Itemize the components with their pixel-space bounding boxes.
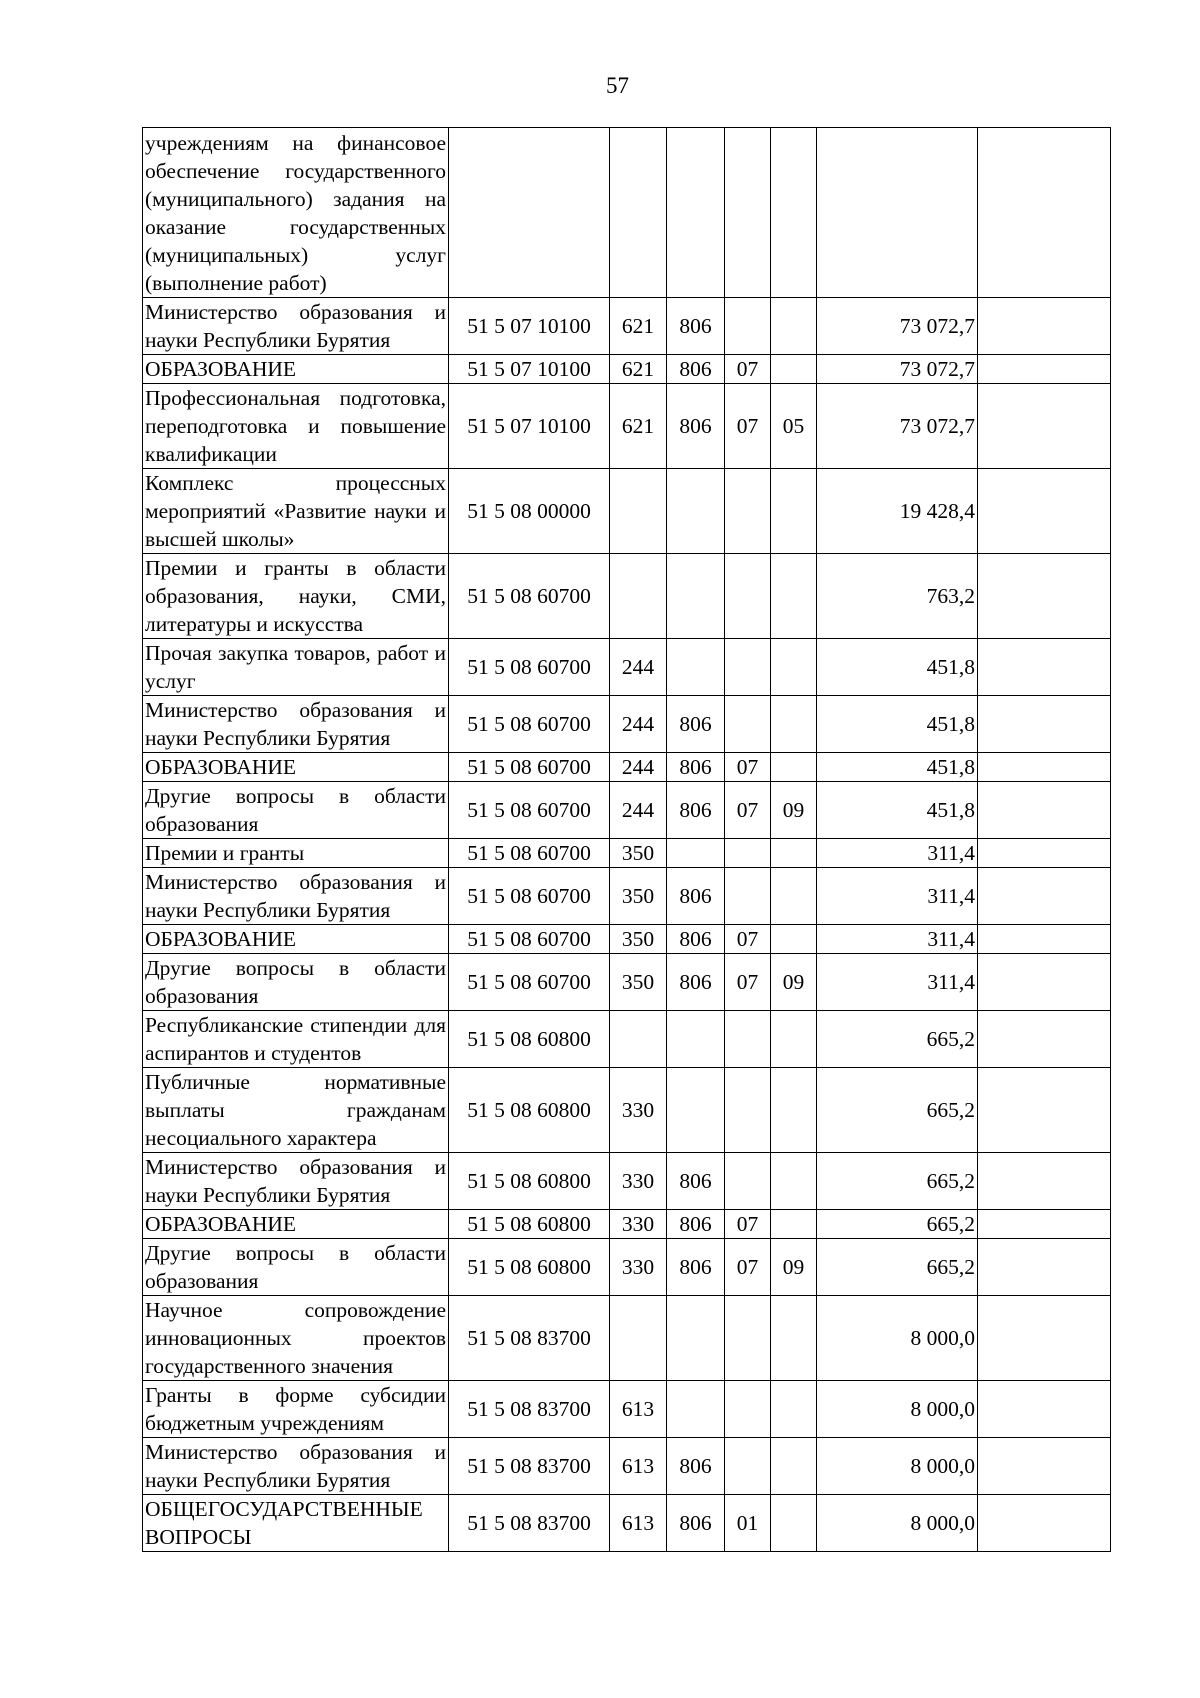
row-extra bbox=[978, 469, 1111, 554]
row-code: 51 5 08 83700 bbox=[449, 1495, 610, 1552]
row-code: 51 5 07 10100 bbox=[449, 298, 610, 355]
row-amount: 311,4 bbox=[817, 839, 978, 868]
row-subsection bbox=[771, 753, 817, 782]
row-description: ОБРАЗОВАНИЕ bbox=[143, 753, 449, 782]
table-row bbox=[143, 868, 1111, 925]
row-code: 51 5 08 60700 bbox=[449, 954, 610, 1011]
row-section bbox=[725, 1296, 771, 1381]
row-section bbox=[725, 554, 771, 639]
row-amount: 8 000,0 bbox=[817, 1296, 978, 1381]
row-section: 07 bbox=[725, 1210, 771, 1239]
row-expense-type: 613 bbox=[610, 1438, 667, 1495]
row-extra bbox=[978, 554, 1111, 639]
row-description: Премии и гранты в области образования, науки, СМИ, литературы и искусства bbox=[143, 554, 449, 639]
row-department: 806 bbox=[667, 782, 725, 839]
row-amount: 73 072,7 bbox=[817, 355, 978, 384]
row-section bbox=[725, 696, 771, 753]
row-description: учреждениям на финансовое обеспечение государственного (муниципального) задания на оказание государственных (муниципальных) услуг (выполнение работ) bbox=[143, 128, 449, 298]
row-code: 51 5 08 60700 bbox=[449, 753, 610, 782]
table-row bbox=[143, 925, 1111, 954]
row-expense-type bbox=[610, 1296, 667, 1381]
table-row bbox=[143, 753, 1111, 782]
row-section: 07 bbox=[725, 1239, 771, 1296]
row-subsection bbox=[771, 1438, 817, 1495]
row-code: 51 5 08 60700 bbox=[449, 839, 610, 868]
row-department bbox=[667, 1068, 725, 1153]
budget-table bbox=[142, 127, 1111, 1552]
row-amount: 451,8 bbox=[817, 639, 978, 696]
table-row bbox=[143, 639, 1111, 696]
row-expense-type: 350 bbox=[610, 954, 667, 1011]
row-description: Премии и гранты bbox=[143, 839, 449, 868]
table-row bbox=[143, 1210, 1111, 1239]
row-extra bbox=[978, 753, 1111, 782]
row-section: 07 bbox=[725, 355, 771, 384]
row-subsection bbox=[771, 1296, 817, 1381]
table-row bbox=[143, 1381, 1111, 1438]
row-expense-type: 244 bbox=[610, 753, 667, 782]
row-amount: 73 072,7 bbox=[817, 384, 978, 469]
row-expense-type: 350 bbox=[610, 839, 667, 868]
row-amount: 665,2 bbox=[817, 1011, 978, 1068]
budget-table-body bbox=[143, 128, 1111, 1552]
row-department: 806 bbox=[667, 1153, 725, 1210]
row-section bbox=[725, 128, 771, 298]
row-amount: 8 000,0 bbox=[817, 1438, 978, 1495]
table-row bbox=[143, 1495, 1111, 1552]
table-row bbox=[143, 1296, 1111, 1381]
row-section bbox=[725, 839, 771, 868]
row-amount: 451,8 bbox=[817, 782, 978, 839]
row-expense-type: 621 bbox=[610, 298, 667, 355]
row-department: 806 bbox=[667, 925, 725, 954]
row-extra bbox=[978, 925, 1111, 954]
page-number: 57 bbox=[606, 73, 629, 98]
row-code: 51 5 08 60700 bbox=[449, 925, 610, 954]
row-code: 51 5 08 00000 bbox=[449, 469, 610, 554]
row-department bbox=[667, 639, 725, 696]
row-amount bbox=[817, 128, 978, 298]
row-expense-type: 621 bbox=[610, 355, 667, 384]
row-department: 806 bbox=[667, 1210, 725, 1239]
row-section bbox=[725, 298, 771, 355]
row-amount: 8 000,0 bbox=[817, 1381, 978, 1438]
row-department bbox=[667, 128, 725, 298]
row-department bbox=[667, 554, 725, 639]
row-department: 806 bbox=[667, 298, 725, 355]
row-amount: 763,2 bbox=[817, 554, 978, 639]
row-subsection bbox=[771, 128, 817, 298]
row-expense-type: 613 bbox=[610, 1381, 667, 1438]
row-subsection bbox=[771, 1210, 817, 1239]
row-description: Министерство образования и науки Республики Бурятия bbox=[143, 1438, 449, 1495]
row-code: 51 5 08 83700 bbox=[449, 1296, 610, 1381]
row-department bbox=[667, 1011, 725, 1068]
row-department: 806 bbox=[667, 868, 725, 925]
table-row bbox=[143, 1068, 1111, 1153]
row-expense-type: 330 bbox=[610, 1210, 667, 1239]
row-extra bbox=[978, 696, 1111, 753]
row-subsection: 09 bbox=[771, 954, 817, 1011]
table-row bbox=[143, 696, 1111, 753]
row-amount: 665,2 bbox=[817, 1068, 978, 1153]
row-description: ОБЩЕГОСУДАРСТВЕННЫЕ ВОПРОСЫ bbox=[143, 1495, 449, 1552]
row-expense-type bbox=[610, 554, 667, 639]
row-amount: 311,4 bbox=[817, 925, 978, 954]
row-code: 51 5 08 60800 bbox=[449, 1068, 610, 1153]
row-section: 01 bbox=[725, 1495, 771, 1552]
row-subsection: 05 bbox=[771, 384, 817, 469]
row-description: ОБРАЗОВАНИЕ bbox=[143, 355, 449, 384]
row-amount: 665,2 bbox=[817, 1239, 978, 1296]
row-code: 51 5 08 60800 bbox=[449, 1011, 610, 1068]
row-extra bbox=[978, 639, 1111, 696]
row-department: 806 bbox=[667, 1239, 725, 1296]
row-expense-type bbox=[610, 128, 667, 298]
row-description: Другие вопросы в области образования bbox=[143, 1239, 449, 1296]
row-subsection bbox=[771, 868, 817, 925]
row-amount: 665,2 bbox=[817, 1210, 978, 1239]
row-description: ОБРАЗОВАНИЕ bbox=[143, 1210, 449, 1239]
row-code: 51 5 08 83700 bbox=[449, 1381, 610, 1438]
row-subsection bbox=[771, 639, 817, 696]
row-department bbox=[667, 839, 725, 868]
table-row bbox=[143, 128, 1111, 298]
row-extra bbox=[978, 954, 1111, 1011]
row-amount: 311,4 bbox=[817, 954, 978, 1011]
row-extra bbox=[978, 1495, 1111, 1552]
table-row bbox=[143, 298, 1111, 355]
row-subsection bbox=[771, 925, 817, 954]
row-section bbox=[725, 1381, 771, 1438]
row-extra bbox=[978, 1438, 1111, 1495]
row-description: Другие вопросы в области образования bbox=[143, 782, 449, 839]
row-subsection: 09 bbox=[771, 782, 817, 839]
row-section bbox=[725, 469, 771, 554]
row-extra bbox=[978, 298, 1111, 355]
row-amount: 311,4 bbox=[817, 868, 978, 925]
row-code: 51 5 08 83700 bbox=[449, 1438, 610, 1495]
row-extra bbox=[978, 1296, 1111, 1381]
row-code: 51 5 08 60700 bbox=[449, 554, 610, 639]
row-expense-type bbox=[610, 1011, 667, 1068]
row-code: 51 5 07 10100 bbox=[449, 355, 610, 384]
row-extra bbox=[978, 1068, 1111, 1153]
row-department: 806 bbox=[667, 954, 725, 1011]
row-expense-type: 621 bbox=[610, 384, 667, 469]
row-extra bbox=[978, 384, 1111, 469]
row-extra bbox=[978, 355, 1111, 384]
row-expense-type bbox=[610, 469, 667, 554]
row-extra bbox=[978, 1239, 1111, 1296]
row-extra bbox=[978, 839, 1111, 868]
table-row bbox=[143, 839, 1111, 868]
row-subsection bbox=[771, 839, 817, 868]
table-row bbox=[143, 1153, 1111, 1210]
row-description: Республиканские стипендии для аспирантов и студентов bbox=[143, 1011, 449, 1068]
row-section: 07 bbox=[725, 384, 771, 469]
row-description: Министерство образования и науки Республики Бурятия bbox=[143, 696, 449, 753]
table-row bbox=[143, 1438, 1111, 1495]
table-row bbox=[143, 554, 1111, 639]
row-subsection bbox=[771, 1011, 817, 1068]
table-row bbox=[143, 1239, 1111, 1296]
row-amount: 665,2 bbox=[817, 1153, 978, 1210]
row-subsection bbox=[771, 1068, 817, 1153]
row-department: 806 bbox=[667, 1438, 725, 1495]
row-subsection bbox=[771, 469, 817, 554]
row-code: 51 5 08 60700 bbox=[449, 868, 610, 925]
row-subsection bbox=[771, 1495, 817, 1552]
row-department: 806 bbox=[667, 753, 725, 782]
row-code: 51 5 08 60700 bbox=[449, 639, 610, 696]
row-subsection bbox=[771, 1153, 817, 1210]
row-subsection bbox=[771, 554, 817, 639]
row-code: 51 5 08 60800 bbox=[449, 1239, 610, 1296]
row-code: 51 5 08 60700 bbox=[449, 782, 610, 839]
row-description: Гранты в форме субсидии бюджетным учреждениям bbox=[143, 1381, 449, 1438]
row-expense-type: 330 bbox=[610, 1068, 667, 1153]
row-code: 51 5 08 60800 bbox=[449, 1210, 610, 1239]
row-section: 07 bbox=[725, 925, 771, 954]
row-description: Научное сопровождение инновационных проектов государственного значения bbox=[143, 1296, 449, 1381]
row-expense-type: 350 bbox=[610, 868, 667, 925]
row-subsection bbox=[771, 696, 817, 753]
row-expense-type: 244 bbox=[610, 639, 667, 696]
row-code: 51 5 08 60800 bbox=[449, 1153, 610, 1210]
table-row bbox=[143, 469, 1111, 554]
row-department bbox=[667, 469, 725, 554]
row-amount: 73 072,7 bbox=[817, 298, 978, 355]
row-subsection bbox=[771, 1381, 817, 1438]
row-code: 51 5 07 10100 bbox=[449, 384, 610, 469]
row-description: Публичные нормативные выплаты гражданам несоциального характера bbox=[143, 1068, 449, 1153]
row-description: Профессиональная подготовка, переподготовка и повышение квалификации bbox=[143, 384, 449, 469]
table-row bbox=[143, 954, 1111, 1011]
row-amount: 19 428,4 bbox=[817, 469, 978, 554]
row-description: Министерство образования и науки Республики Бурятия bbox=[143, 1153, 449, 1210]
row-description: Министерство образования и науки Республики Бурятия bbox=[143, 298, 449, 355]
row-amount: 451,8 bbox=[817, 696, 978, 753]
row-department: 806 bbox=[667, 696, 725, 753]
row-description: Министерство образования и науки Республики Бурятия bbox=[143, 868, 449, 925]
table-row bbox=[143, 1011, 1111, 1068]
row-extra bbox=[978, 1011, 1111, 1068]
row-department: 806 bbox=[667, 384, 725, 469]
row-subsection bbox=[771, 298, 817, 355]
row-section: 07 bbox=[725, 753, 771, 782]
row-section bbox=[725, 1153, 771, 1210]
row-expense-type: 244 bbox=[610, 782, 667, 839]
row-expense-type: 244 bbox=[610, 696, 667, 753]
row-extra bbox=[978, 782, 1111, 839]
row-extra bbox=[978, 1381, 1111, 1438]
row-section bbox=[725, 1438, 771, 1495]
row-extra bbox=[978, 128, 1111, 298]
row-subsection bbox=[771, 355, 817, 384]
table-row bbox=[143, 782, 1111, 839]
row-department bbox=[667, 1381, 725, 1438]
row-code: 51 5 08 60700 bbox=[449, 696, 610, 753]
row-section bbox=[725, 1068, 771, 1153]
row-section: 07 bbox=[725, 954, 771, 1011]
row-expense-type: 613 bbox=[610, 1495, 667, 1552]
row-amount: 8 000,0 bbox=[817, 1495, 978, 1552]
row-expense-type: 330 bbox=[610, 1153, 667, 1210]
row-expense-type: 350 bbox=[610, 925, 667, 954]
row-amount: 451,8 bbox=[817, 753, 978, 782]
row-subsection: 09 bbox=[771, 1239, 817, 1296]
row-department bbox=[667, 1296, 725, 1381]
row-description: Другие вопросы в области образования bbox=[143, 954, 449, 1011]
row-department: 806 bbox=[667, 1495, 725, 1552]
row-extra bbox=[978, 1210, 1111, 1239]
row-description: ОБРАЗОВАНИЕ bbox=[143, 925, 449, 954]
row-extra bbox=[978, 1153, 1111, 1210]
row-code bbox=[449, 128, 610, 298]
table-row bbox=[143, 384, 1111, 469]
row-description: Прочая закупка товаров, работ и услуг bbox=[143, 639, 449, 696]
row-section: 07 bbox=[725, 782, 771, 839]
row-section bbox=[725, 639, 771, 696]
row-section bbox=[725, 1011, 771, 1068]
row-description: Комплекс процессных мероприятий «Развитие науки и высшей школы» bbox=[143, 469, 449, 554]
row-extra bbox=[978, 868, 1111, 925]
row-department: 806 bbox=[667, 355, 725, 384]
row-section bbox=[725, 868, 771, 925]
table-row bbox=[143, 355, 1111, 384]
row-expense-type: 330 bbox=[610, 1239, 667, 1296]
